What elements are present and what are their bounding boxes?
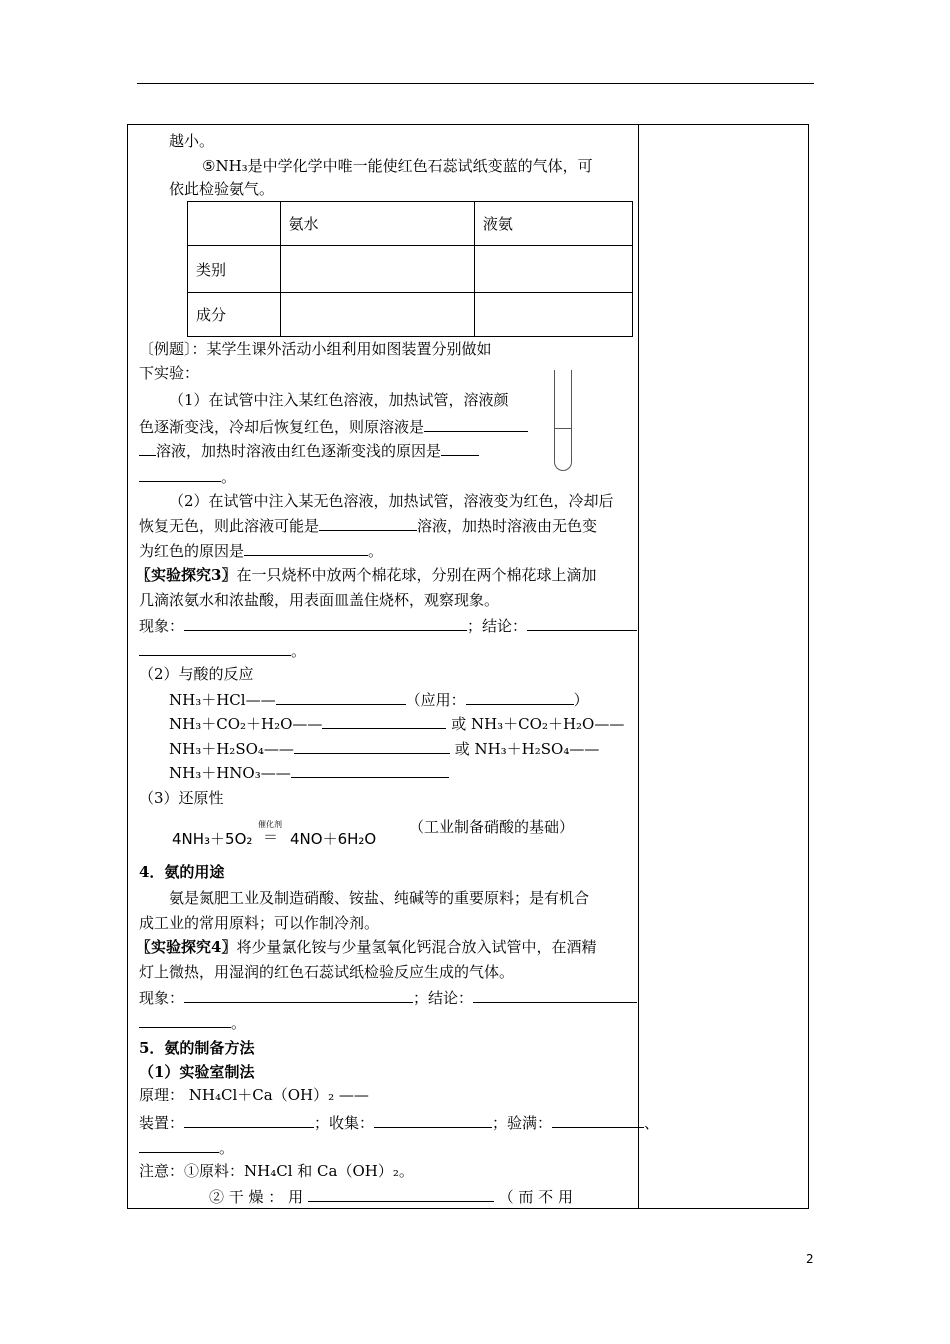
page-number: 2 <box>806 1252 814 1266</box>
answer-blank[interactable] <box>184 987 413 1003</box>
example-q2-line2 <box>139 515 597 536</box>
experiment-3-text-cont: 几滴浓氨水和浓盐酸，用表面皿盖住烧杯，观察现象。 <box>139 591 500 609</box>
example-intro: 〔例题〕：某学生课外活动小组利用如图装置分别做如 <box>139 340 492 358</box>
experiment-3-result <box>139 615 637 636</box>
answer-blank[interactable] <box>466 689 574 705</box>
equation-nh3-co2: NH₃＋CO₂＋H₂O—— <box>169 715 323 733</box>
reducibility-title: （3）还原性 <box>139 789 224 807</box>
equation-nh3-hcl: NH₃＋HCl—— <box>169 691 276 709</box>
experiment-3-text: 在一只烧杯中放两个棉花球，分别在两个棉花球上滴加 <box>236 566 597 584</box>
answer-blank[interactable] <box>374 1112 492 1128</box>
experiment-4-result <box>139 987 637 1008</box>
ammonia-uses-title: 4．氨的用途 <box>139 863 225 881</box>
answer-blank[interactable] <box>473 987 637 1003</box>
answer-blank[interactable] <box>276 689 406 705</box>
oxidation-equation-left: 4NH₃＋5O₂ <box>172 830 253 848</box>
ammonia-property-5-cont: 依此检验氨气。 <box>169 180 275 198</box>
answer-blank[interactable] <box>291 762 449 778</box>
table-corner-cell <box>188 202 281 246</box>
separator: 、 <box>644 1114 660 1132</box>
example-q2-text: 恢复无色，则此溶液可能是 <box>139 517 320 535</box>
experiment-3-tag: 〖实验探究3〗 <box>136 566 237 584</box>
full-test-label: ；验满： <box>492 1114 553 1132</box>
answer-blank[interactable] <box>294 738 450 754</box>
principle-label: 原理： <box>139 1086 185 1104</box>
ammonia-uses-text-cont: 成工业的常用原料；可以作制冷剂。 <box>139 914 380 932</box>
experiment-4-text: 将少量氯化铵与少量氢氧化钙混合放入试管中，在酒精 <box>236 938 597 956</box>
equation-nh3-h2so4-alt: 或 NH₃＋H₂SO₄—— <box>454 740 600 758</box>
table-header-liquid-ammonia: 液氨 <box>474 202 632 246</box>
example-q2-text: 溶液，加热时溶液由无色变 <box>417 517 598 535</box>
industrial-note: （工业制备硝酸的基础） <box>409 818 575 836</box>
example-q2: （2）在试管中注入某无色溶液，加热试管，溶液变为红色，冷却后 <box>169 492 614 510</box>
example-q1: （1）在试管中注入某红色溶液，加热试管，溶液颜 <box>169 391 509 409</box>
example-q1-line4 <box>139 466 236 487</box>
table-cell-blank <box>280 293 474 337</box>
continued-text: 越小。 <box>169 132 215 150</box>
table-cell-blank <box>474 246 632 293</box>
equation-nh3-co2-alt: 或 NH₃＋CO₂＋H₂O—— <box>451 715 625 733</box>
preparation-title: 5．氨的制备方法 <box>139 1039 255 1057</box>
table-cell-blank <box>280 246 474 293</box>
apparatus-line <box>139 1112 659 1133</box>
example-q1-line3 <box>139 440 479 461</box>
acid-reaction-3 <box>169 738 599 759</box>
header-rule <box>137 83 814 84</box>
experiment-4 <box>136 937 596 957</box>
answer-blank[interactable] <box>139 466 221 482</box>
note-drying <box>209 1186 573 1207</box>
ammonia-comparison-table <box>187 201 633 337</box>
answer-blank[interactable] <box>139 1137 219 1153</box>
example-q1-text: 。 <box>221 468 237 486</box>
answer-blank[interactable] <box>308 1186 494 1202</box>
lab-method-title: （1）实验室制法 <box>139 1063 255 1081</box>
experiment-4-result-cont <box>139 1012 246 1033</box>
liquid-level <box>555 428 571 429</box>
answer-blank[interactable] <box>441 440 479 456</box>
experiment-4-text-cont: 灯上微热，用湿润的红色石蕊试纸检验反应生成的气体。 <box>139 963 515 981</box>
acid-reaction-title: （2）与酸的反应 <box>139 665 254 683</box>
answer-blank[interactable] <box>139 1012 231 1028</box>
answer-blank[interactable] <box>527 615 637 631</box>
experiment-4-tag: 〖实验探究4〗 <box>136 938 237 956</box>
collection-label: ；收集： <box>314 1114 375 1132</box>
answer-blank[interactable] <box>139 640 291 656</box>
principle-equation: NH₄Cl＋Ca（OH）₂ —— <box>188 1086 369 1104</box>
answer-blank[interactable] <box>244 540 368 556</box>
table-cell-blank <box>474 293 632 337</box>
acid-reaction-1 <box>169 689 589 710</box>
example-q1-text: 色逐渐变浅，冷却后恢复红色，则原溶液是 <box>139 418 425 436</box>
equation-nh3-hno3: NH₃＋HNO₃—— <box>169 764 291 782</box>
catalyst-label: 催化剂 <box>258 820 282 829</box>
oxidation-equation-right: 4NO＋6H₂O <box>290 830 377 848</box>
acid-reaction-2 <box>169 713 624 734</box>
answer-blank[interactable] <box>184 615 467 631</box>
ammonia-property-5: ⑤NH₃是中学化学中唯一能使红色石蕊试纸变蓝的气体，可 <box>202 157 593 175</box>
conclusion-label: ；结论： <box>413 989 474 1007</box>
experiment-3 <box>136 565 596 585</box>
phenomenon-label: 现象： <box>139 617 185 635</box>
test-tube-figure <box>554 370 572 471</box>
principle-line <box>139 1085 369 1105</box>
apparatus-line-cont <box>139 1137 234 1158</box>
table-row-composition: 成分 <box>188 293 281 337</box>
apparatus-label: 装置： <box>139 1114 185 1132</box>
answer-blank[interactable] <box>424 416 528 432</box>
content-frame <box>127 124 809 1209</box>
drying-label-cont: （ 而 不 用 <box>498 1188 573 1206</box>
ammonia-uses-text: 氨是氮肥工业及制造硝酸、铵盐、纯碱等的重要原料；是有机合 <box>169 889 590 907</box>
example-intro-cont: 下实验： <box>139 364 200 382</box>
experiment-3-result-cont <box>139 640 306 661</box>
drying-label: ② 干 燥 ： 用 <box>209 1188 304 1206</box>
example-q2-line3 <box>139 540 383 561</box>
answer-blank[interactable] <box>319 515 417 531</box>
example-q2-text: 为红色的原因是 <box>139 542 245 560</box>
paren-close: ） <box>573 691 589 709</box>
note-raw-materials: 注意：①原料：NH₄Cl 和 Ca（OH）₂。 <box>139 1162 414 1180</box>
table-header-ammonia-water: 氨水 <box>280 202 474 246</box>
period: 。 <box>231 1014 247 1032</box>
application-label: （应用： <box>405 691 466 709</box>
answer-blank[interactable] <box>322 713 446 729</box>
equation-nh3-h2so4: NH₃＋H₂SO₄—— <box>169 740 294 758</box>
answer-blank[interactable] <box>184 1112 314 1128</box>
answer-blank[interactable] <box>552 1112 644 1128</box>
table-row-category: 类别 <box>188 246 281 293</box>
period: 。 <box>291 642 307 660</box>
column-divider <box>638 125 639 1208</box>
period: 。 <box>219 1139 235 1157</box>
acid-reaction-4 <box>169 762 449 783</box>
answer-blank[interactable] <box>139 440 156 456</box>
example-q1-text: 溶液，加热时溶液由红色逐渐变浅的原因是 <box>156 442 442 460</box>
example-q2-text: 。 <box>368 542 384 560</box>
example-q1-line2 <box>139 416 528 437</box>
phenomenon-label: 现象： <box>139 989 185 1007</box>
conclusion-label: ；结论： <box>467 617 528 635</box>
equals-sign: ＝ <box>263 828 279 846</box>
